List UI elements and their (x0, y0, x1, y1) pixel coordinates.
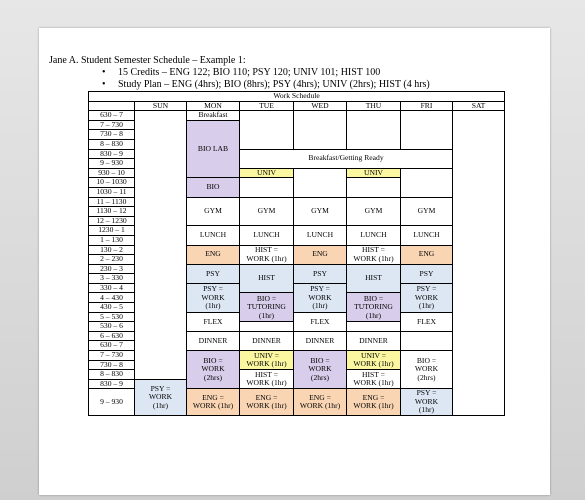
event-cell: LUNCH (240, 226, 294, 245)
event-cell: DINNER (240, 331, 294, 350)
time-cell: 5 – 530 (89, 312, 135, 322)
time-cell: 6 – 630 (89, 331, 135, 341)
empty-cell (240, 178, 294, 197)
event-cell: ENG (294, 245, 347, 264)
event-cell: BIO = WORK (2hrs) (401, 351, 453, 389)
sun-column (135, 111, 187, 380)
time-cell: 4 – 430 (89, 293, 135, 303)
schedule-title: Jane A. Student Semester Schedule – Example 1: (49, 55, 246, 66)
time-cell: 7 – 730 (89, 120, 135, 130)
time-cell: 3 – 330 (89, 274, 135, 284)
empty-cell (240, 322, 294, 332)
event-cell: ENG = WORK (1hr) (240, 389, 294, 416)
credits-line: 15 Credits – ENG 122; BIO 110; PSY 120; UNIV 101; HIST 100 (118, 67, 381, 78)
event-cell: BIO LAB (187, 120, 240, 178)
day-header: FRI (401, 101, 453, 111)
day-header: TUE (240, 101, 294, 111)
event-cell: HIST = WORK (1hr) (347, 245, 401, 264)
corner-cell (89, 101, 135, 111)
event-cell: UNIV (347, 168, 401, 178)
event-cell: DINNER (294, 331, 347, 350)
time-cell: 830 – 9 (89, 149, 135, 159)
day-header: MON (187, 101, 240, 111)
bullet-icon: • (102, 67, 106, 78)
event-cell: HIST = WORK (1hr) (240, 370, 294, 389)
event-cell: ENG (187, 245, 240, 264)
time-cell: 930 – 10 (89, 168, 135, 178)
event-cell: GYM (294, 197, 347, 226)
empty-cell (347, 178, 401, 197)
day-header: WED (294, 101, 347, 111)
event-cell: HIST (347, 264, 401, 293)
time-cell: 1130 – 12 (89, 207, 135, 217)
event-cell: DINNER (187, 331, 240, 350)
empty-cell (294, 168, 347, 197)
time-cell: 630 – 7 (89, 111, 135, 121)
empty-cell (401, 168, 453, 197)
event-cell: PSY = WORK (1hr) (401, 389, 453, 416)
day-header: THU (347, 101, 401, 111)
event-cell: BIO = WORK (2hrs) (294, 351, 347, 389)
time-cell: 630 – 7 (89, 341, 135, 351)
empty-cell (240, 111, 294, 149)
event-cell: BIO = TUTORING (1hr) (240, 293, 294, 322)
time-cell: 430 – 5 (89, 303, 135, 313)
empty-cell (294, 111, 347, 149)
event-cell: FLEX (294, 312, 347, 331)
time-cell: 830 – 9 (89, 379, 135, 389)
event-cell: PSY (401, 264, 453, 283)
event-cell: UNIV (240, 168, 294, 178)
sat-column (453, 111, 505, 416)
event-cell: GYM (187, 197, 240, 226)
study-plan-line: Study Plan – ENG (4hrs); BIO (8hrs); PSY (4hrs); UNIV (2hrs); HIST (4 hrs) (118, 79, 430, 90)
time-cell: 9 – 930 (89, 389, 135, 416)
event-cell: GYM (240, 197, 294, 226)
event-cell: UNIV = WORK (1hr) (347, 351, 401, 370)
time-cell: 330 – 4 (89, 283, 135, 293)
time-cell: 530 – 6 (89, 322, 135, 332)
time-cell: 730 – 8 (89, 360, 135, 370)
event-cell: PSY (187, 264, 240, 283)
empty-cell (401, 111, 453, 149)
empty-cell (347, 322, 401, 332)
event-cell: BIO (187, 178, 240, 197)
event-cell: FLEX (401, 312, 453, 331)
event-cell: ENG (401, 245, 453, 264)
time-cell: 9 – 930 (89, 159, 135, 169)
table-title: Work Schedule (89, 92, 505, 102)
event-cell: PSY = WORK (1hr) (294, 283, 347, 312)
time-cell: 8 – 830 (89, 139, 135, 149)
day-header: SAT (453, 101, 505, 111)
time-cell: 1 – 130 (89, 235, 135, 245)
time-cell: 1030 – 11 (89, 187, 135, 197)
event-cell: UNIV = WORK (1hr) (240, 351, 294, 370)
event-cell: ENG = WORK (1hr) (294, 389, 347, 416)
event-cell: LUNCH (187, 226, 240, 245)
time-cell: 7 – 730 (89, 351, 135, 361)
event-cell: BIO = TUTORING (1hr) (347, 293, 401, 322)
event-cell: HIST (240, 264, 294, 293)
event-cell: PSY (294, 264, 347, 283)
time-cell: 230 – 3 (89, 264, 135, 274)
time-cell: 130 – 2 (89, 245, 135, 255)
event-cell: PSY = WORK (1hr) (401, 283, 453, 312)
time-cell: 10 – 1030 (89, 178, 135, 188)
event-cell: DINNER (347, 331, 401, 350)
time-cell: 11 – 1130 (89, 197, 135, 207)
event-cell: GYM (401, 197, 453, 226)
work-schedule-table (88, 91, 505, 416)
event-cell: ENG = WORK (1hr) (187, 389, 240, 416)
empty-cell (401, 331, 453, 350)
event-cell: ENG = WORK (1hr) (347, 389, 401, 416)
event-cell: HIST = WORK (1hr) (240, 245, 294, 264)
event-cell: GYM (347, 197, 401, 226)
bullet-icon: • (102, 79, 106, 90)
time-cell: 12 – 1230 (89, 216, 135, 226)
event-cell: PSY = WORK (1hr) (187, 283, 240, 312)
time-cell: 1230 – 1 (89, 226, 135, 236)
event-cell: Breakfast (187, 111, 240, 121)
event-cell: Breakfast/Getting Ready (240, 149, 453, 168)
time-cell: 2 – 230 (89, 255, 135, 265)
event-cell: LUNCH (347, 226, 401, 245)
event-cell: BIO = WORK (2hrs) (187, 351, 240, 389)
time-cell: 8 – 830 (89, 370, 135, 380)
event-cell: LUNCH (294, 226, 347, 245)
day-header: SUN (135, 101, 187, 111)
event-cell: FLEX (187, 312, 240, 331)
event-cell: PSY = WORK (1hr) (135, 379, 187, 415)
event-cell: LUNCH (401, 226, 453, 245)
time-cell: 730 – 8 (89, 130, 135, 140)
event-cell: HIST = WORK (1hr) (347, 370, 401, 389)
empty-cell (347, 111, 401, 149)
